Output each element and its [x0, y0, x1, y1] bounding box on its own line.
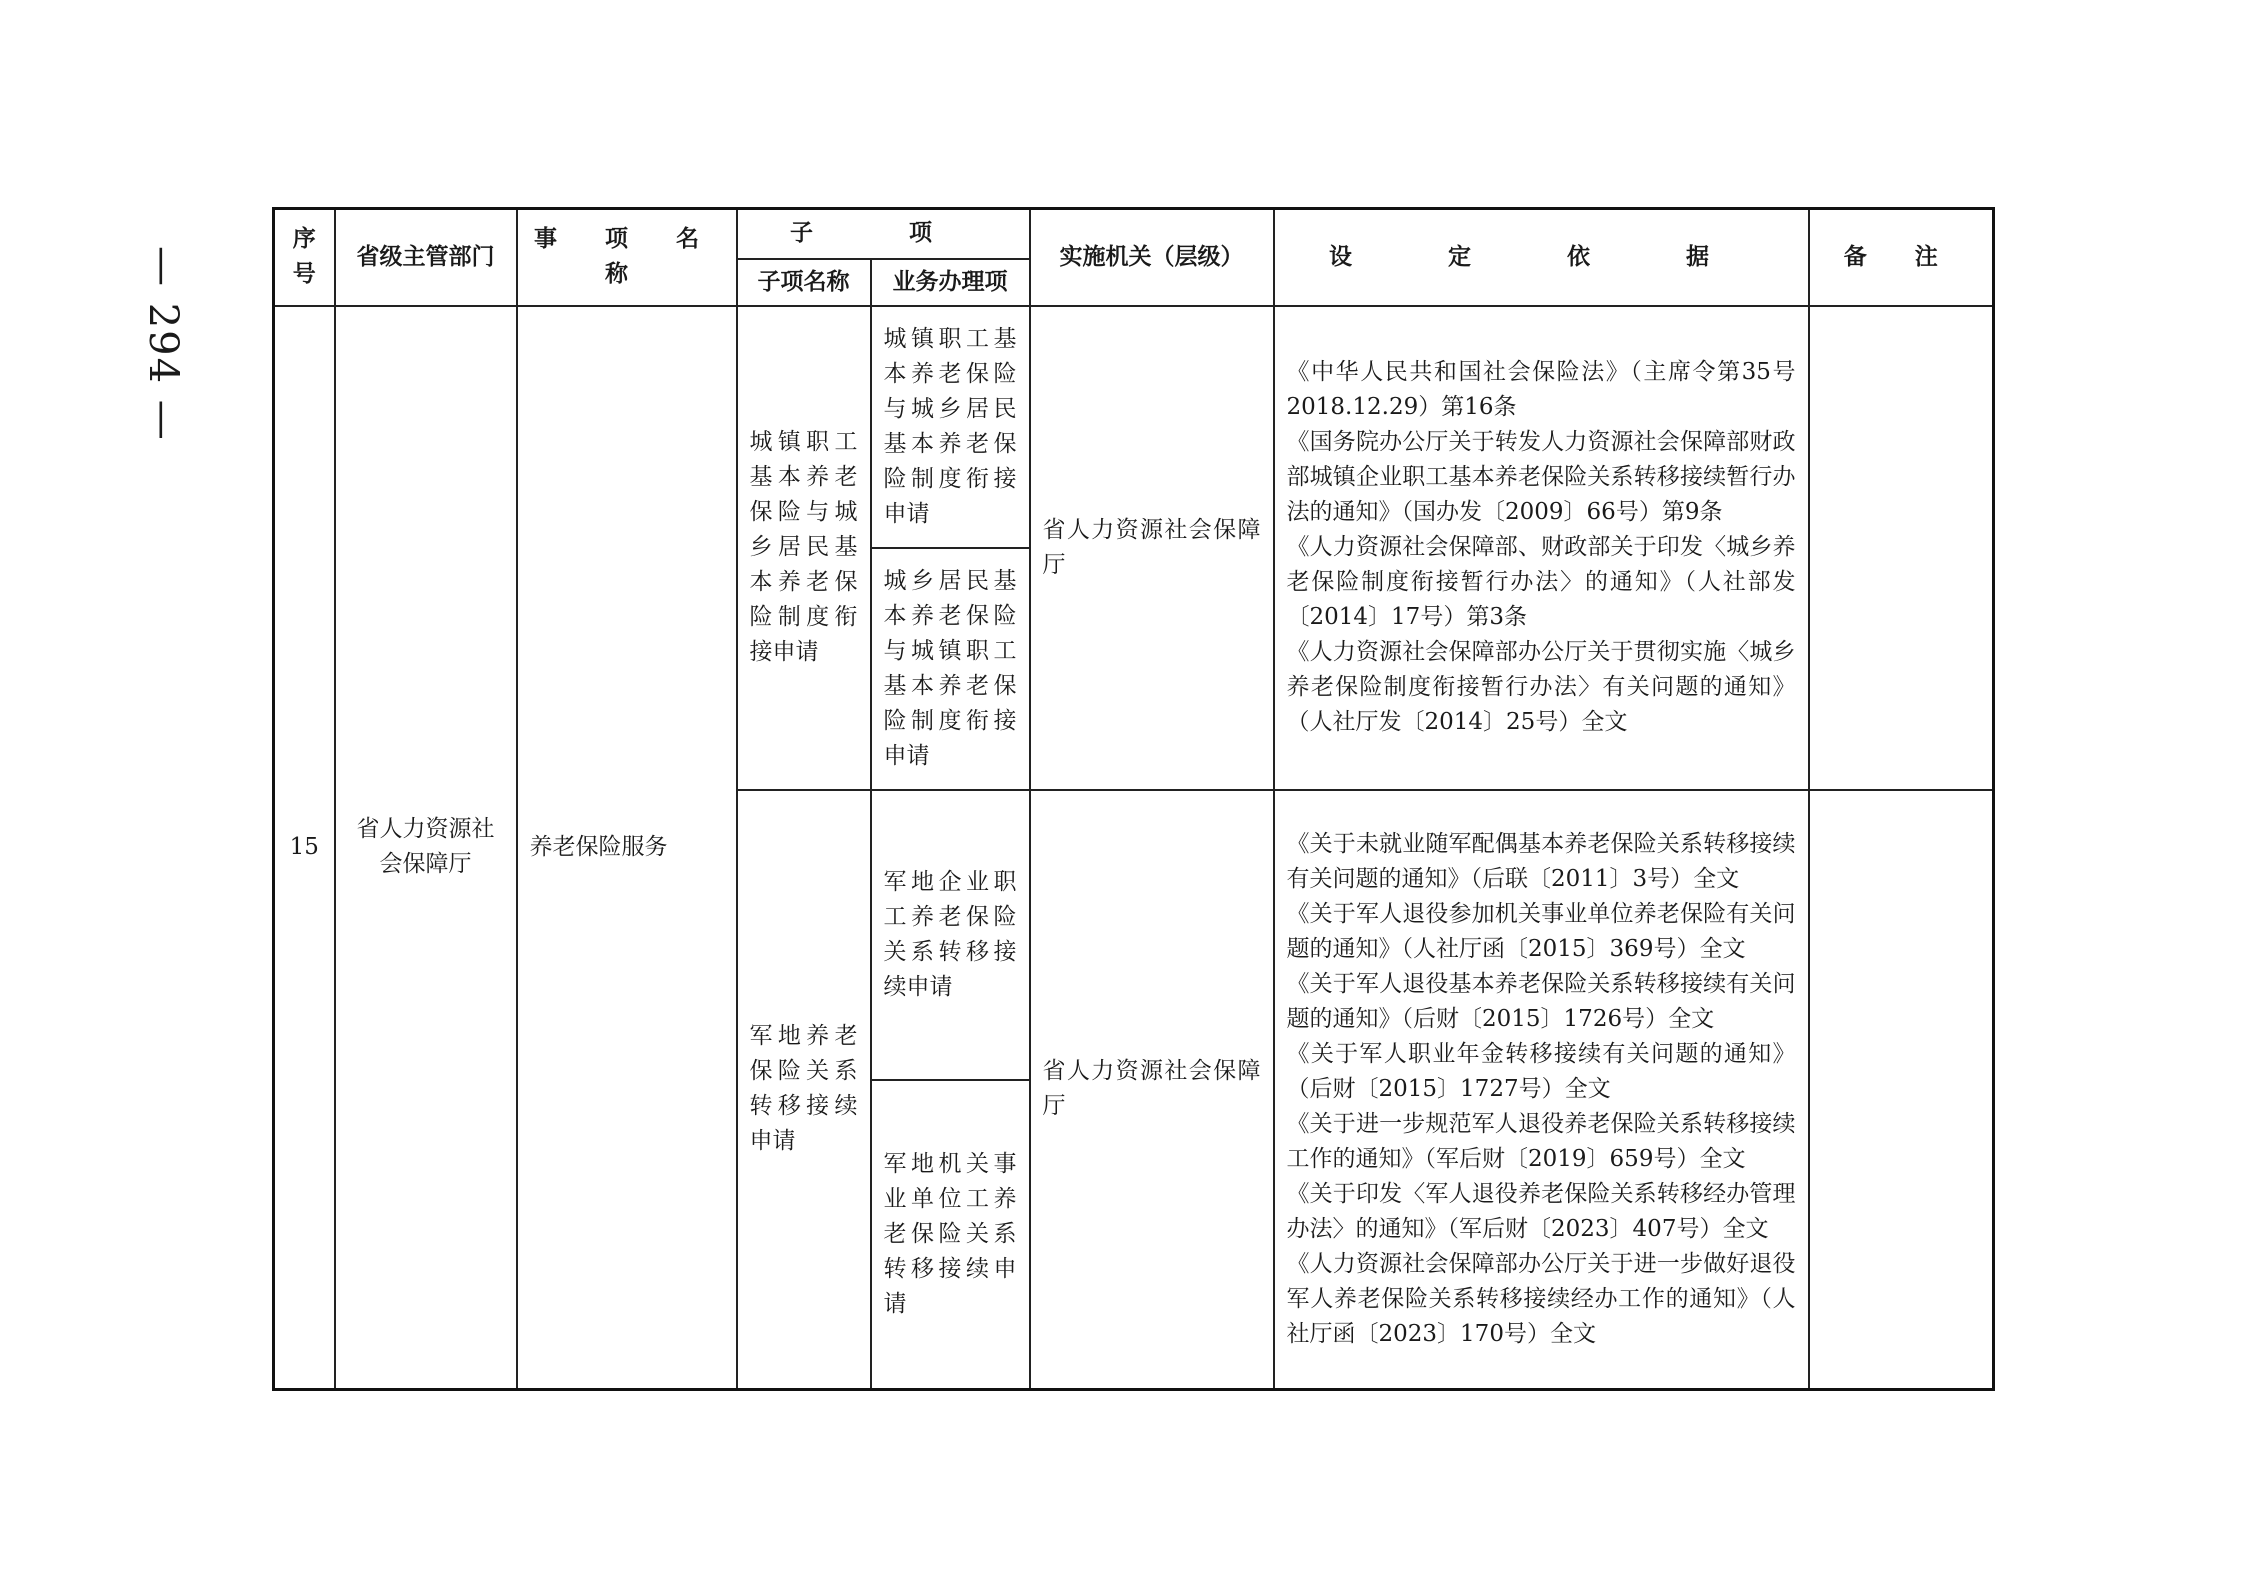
agency-cell: 省人力资源社会保障厅 — [1030, 790, 1274, 1390]
business-cell: 军地机关事业单位工养老保险关系转移接续申请 — [871, 1080, 1030, 1390]
basis-item: 《关于军人职业年金转移接续有关问题的通知》（后财〔2015〕1727号）全文 — [1286, 1040, 1796, 1102]
header-sub-items: 子 项 — [737, 209, 1030, 259]
basis-cell — [1274, 790, 1809, 1390]
basis-item: 《人力资源社会保障部办公厅关于贯彻实施〈城乡养老保险制度衔接暂行办法〉有关问题的通知》（人社厅发〔2014〕25号）全文 — [1286, 639, 1796, 735]
header-seq: 序号 — [274, 209, 335, 306]
header-sub-name: 子项名称 — [737, 259, 871, 306]
header-basis: 设 定 依 据 — [1274, 209, 1809, 306]
page-number: — 294 — — [140, 246, 186, 442]
basis-item: 《关于未就业随军配偶基本养老保险关系转移接续有关问题的通知》（后联〔2011〕3号）全文 — [1286, 830, 1796, 892]
basis-item: 《人力资源社会保障部办公厅关于进一步做好退役军人养老保险关系转移接续经办工作的通知》（人社厅函〔2023〕170号）全文 — [1286, 1250, 1796, 1347]
item-name-cell: 养老保险服务 — [517, 306, 737, 1390]
remarks-cell — [1809, 306, 1994, 790]
header-remarks: 备 注 — [1809, 209, 1994, 306]
basis-item: 《关于印发〈军人退役养老保险关系转移经办管理办法〉的通知》（军后财〔2023〕407号）全文 — [1286, 1180, 1796, 1242]
agency-cell: 省人力资源社会保障厅 — [1030, 306, 1274, 790]
basis-item: 《关于进一步规范军人退役养老保险关系转移接续工作的通知》（军后财〔2019〕659号）全文 — [1286, 1110, 1796, 1172]
service-items-table — [272, 207, 1995, 1391]
sub-name-cell: 军地养老保险关系转移接续申请 — [737, 790, 871, 1390]
basis-item: 《关于军人退役参加机关事业单位养老保险有关问题的通知》（人社厅函〔2015〕369号）全文 — [1286, 900, 1796, 962]
remarks-cell — [1809, 790, 1994, 1390]
basis-item: 《中华人民共和国社会保险法》（主席令第35号 2018.12.29）第16条 — [1286, 359, 1796, 420]
business-cell: 城乡居民基本养老保险与城镇职工基本养老保险制度衔接申请 — [871, 548, 1030, 790]
header-department: 省级主管部门 — [335, 209, 517, 306]
header-agency: 实施机关（层级） — [1030, 209, 1274, 306]
business-cell: 城镇职工基本养老保险与城乡居民基本养老保险制度衔接申请 — [871, 306, 1030, 548]
table-row — [274, 306, 1994, 548]
basis-item: 《人力资源社会保障部、财政部关于印发〈城乡养老保险制度衔接暂行办法〉的通知》（人社部发〔2014〕17号）第3条 — [1286, 534, 1796, 630]
basis-item: 《关于军人退役基本养老保险关系转移接续有关问题的通知》（后财〔2015〕1726号）全文 — [1286, 970, 1796, 1032]
basis-cell — [1274, 306, 1809, 790]
seq-cell: 15 — [274, 306, 335, 1390]
basis-item: 《国务院办公厅关于转发人力资源社会保障部财政部城镇企业职工基本养老保险关系转移接续暂行办法的通知》（国办发〔2009〕66号）第9条 — [1286, 429, 1796, 525]
business-cell: 军地企业职工养老保险关系转移接续申请 — [871, 790, 1030, 1080]
header-business: 业务办理项 — [871, 259, 1030, 306]
header-item-name: 事 项 名 称 — [517, 209, 737, 306]
department-cell: 省人力资源社会保障厅 — [335, 306, 517, 1390]
sub-name-cell: 城镇职工基本养老保险与城乡居民基本养老保险制度衔接申请 — [737, 306, 871, 790]
